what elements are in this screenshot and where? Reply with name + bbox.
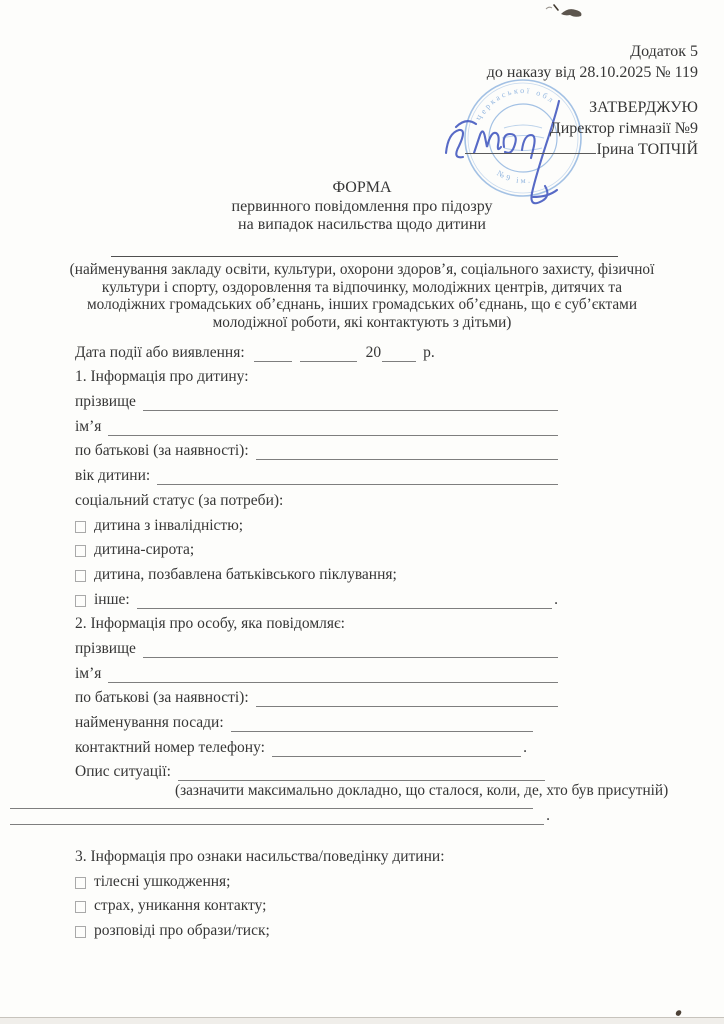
field-row-phone xyxy=(75,734,527,759)
checkbox-row-deprived-care xyxy=(75,561,558,586)
field-label: контактний номер телефону: xyxy=(75,738,265,756)
field-label: прізвище xyxy=(75,639,136,657)
checkbox-label: страх, уникання контакту; xyxy=(94,897,267,915)
blank-line xyxy=(108,421,558,436)
title-line-1: ФОРМА xyxy=(332,179,392,196)
checkbox-icon xyxy=(75,521,86,533)
blank-line xyxy=(272,742,521,757)
field-row-reporter-surname xyxy=(75,635,558,660)
appendix-label: Додаток 5 xyxy=(630,43,698,60)
blank-line xyxy=(256,692,558,707)
checkbox-label: інше: xyxy=(94,590,130,608)
field-label: по батькові (за наявності): xyxy=(75,689,249,707)
stamp-arc-text-bottom: №9 ім. xyxy=(495,168,533,186)
date-label: Дата події або виявлення: xyxy=(75,343,245,361)
blank-line-full-2 xyxy=(10,809,550,827)
year-suffix: р. xyxy=(423,343,435,361)
blank-line xyxy=(231,717,533,732)
blank-line xyxy=(137,594,552,609)
field-row-description xyxy=(75,759,545,784)
field-label: вік дитини: xyxy=(75,467,151,485)
approve-word: ЗАТВЕРДЖУЮ xyxy=(589,99,698,116)
title-line-2: первинного повідомлення про підозру xyxy=(231,197,493,215)
blank-line xyxy=(143,643,558,658)
blank-line xyxy=(256,445,558,460)
checkbox-icon xyxy=(75,901,86,913)
blank-line xyxy=(10,810,544,825)
period: . xyxy=(523,738,527,756)
ink-smudge-artifact xyxy=(528,1,590,21)
institution-description: (найменування закладу освіти, культури, охорони здоров’я, соціального захисту, фізичної культури і спорту, оздоровлення та відпочинку, молодіжних центрів, дитячих та молодіжних громадських об’єднань, інших громадських об’єднань, що є суб’єктами молодіжної роботи, які контактують з дітьми) xyxy=(69,261,655,331)
checkbox-label: дитина-сирота; xyxy=(94,541,195,559)
social-status-label: соціальний статус (за потреби): xyxy=(75,491,284,509)
blank-line-full-1 xyxy=(10,802,533,809)
section1-heading: 1. Інформація про дитину: xyxy=(75,368,249,386)
checkbox-row-other xyxy=(75,586,558,611)
checkbox-icon xyxy=(75,595,86,607)
field-row-child-age xyxy=(75,462,558,487)
institution-name-line xyxy=(111,256,618,257)
section3-heading: 3. Інформація про ознаки насильства/поведінку дитини: xyxy=(75,848,445,866)
field-row-child-patronymic xyxy=(75,438,558,463)
field-label: ім’я xyxy=(75,417,102,435)
stamp-arc-text-top: Черкаської обл xyxy=(474,85,557,123)
field-label: ім’я xyxy=(75,664,102,682)
checkbox-icon xyxy=(75,570,86,582)
field-row-reporter-patronymic xyxy=(75,685,558,710)
period: . xyxy=(546,807,550,825)
ink-dot-artifact xyxy=(675,1009,682,1017)
checkbox-label: тілесні ушкодження; xyxy=(94,872,231,890)
checkbox-row-injuries xyxy=(75,868,558,893)
field-row-child-name xyxy=(75,413,558,438)
checkbox-icon xyxy=(75,545,86,557)
approver-title: Директор гімназії №9 xyxy=(549,119,698,137)
date-year-blank xyxy=(382,347,416,362)
date-month-blank xyxy=(300,347,357,362)
field-label: найменування посади: xyxy=(75,714,224,731)
field-row-child-surname xyxy=(75,388,558,413)
checkbox-icon xyxy=(75,926,86,938)
description-hint: (зазначити максимально докладно, що сталося, коли, де, хто був присутній) xyxy=(175,782,669,800)
year-prefix: 20 xyxy=(365,343,382,361)
field-label: по батькові (за наявності): xyxy=(75,442,249,460)
approval-header xyxy=(465,42,698,161)
checkbox-icon xyxy=(75,877,86,889)
blank-line xyxy=(178,766,545,781)
blank-line xyxy=(143,396,558,411)
checkbox-row-disability xyxy=(75,512,558,537)
checkbox-row-fear xyxy=(75,893,558,918)
order-reference: до наказу від 28.10.2025 № 119 xyxy=(486,63,698,81)
signature-line xyxy=(465,139,596,154)
field-label: Опис ситуації: xyxy=(75,763,171,781)
scan-edge-artifact xyxy=(0,1017,724,1024)
blank-line xyxy=(108,668,558,683)
checkbox-label: розповіді про образи/тиск; xyxy=(94,922,270,940)
date-row xyxy=(75,339,724,364)
form-body xyxy=(75,339,724,942)
field-row-position xyxy=(75,709,533,734)
title-line-3: на випадок насильства щодо дитини xyxy=(238,216,486,234)
section2-heading: 2. Інформація про особу, яка повідомляє: xyxy=(75,615,345,633)
checkbox-label: дитина з інвалідністю; xyxy=(94,516,244,534)
checkbox-row-stories xyxy=(75,917,558,942)
document-title xyxy=(0,179,724,235)
checkbox-label: дитина, позбавлена батьківського піклування; xyxy=(94,565,397,583)
approver-name: Ірина ТОПЧІЙ xyxy=(596,141,698,158)
field-label: прізвище xyxy=(75,393,136,411)
blank-line xyxy=(157,470,558,485)
signature-row xyxy=(465,139,698,161)
checkbox-row-orphan xyxy=(75,537,558,562)
date-day-blank xyxy=(254,347,292,362)
period: . xyxy=(554,590,558,608)
field-row-reporter-name xyxy=(75,660,558,685)
